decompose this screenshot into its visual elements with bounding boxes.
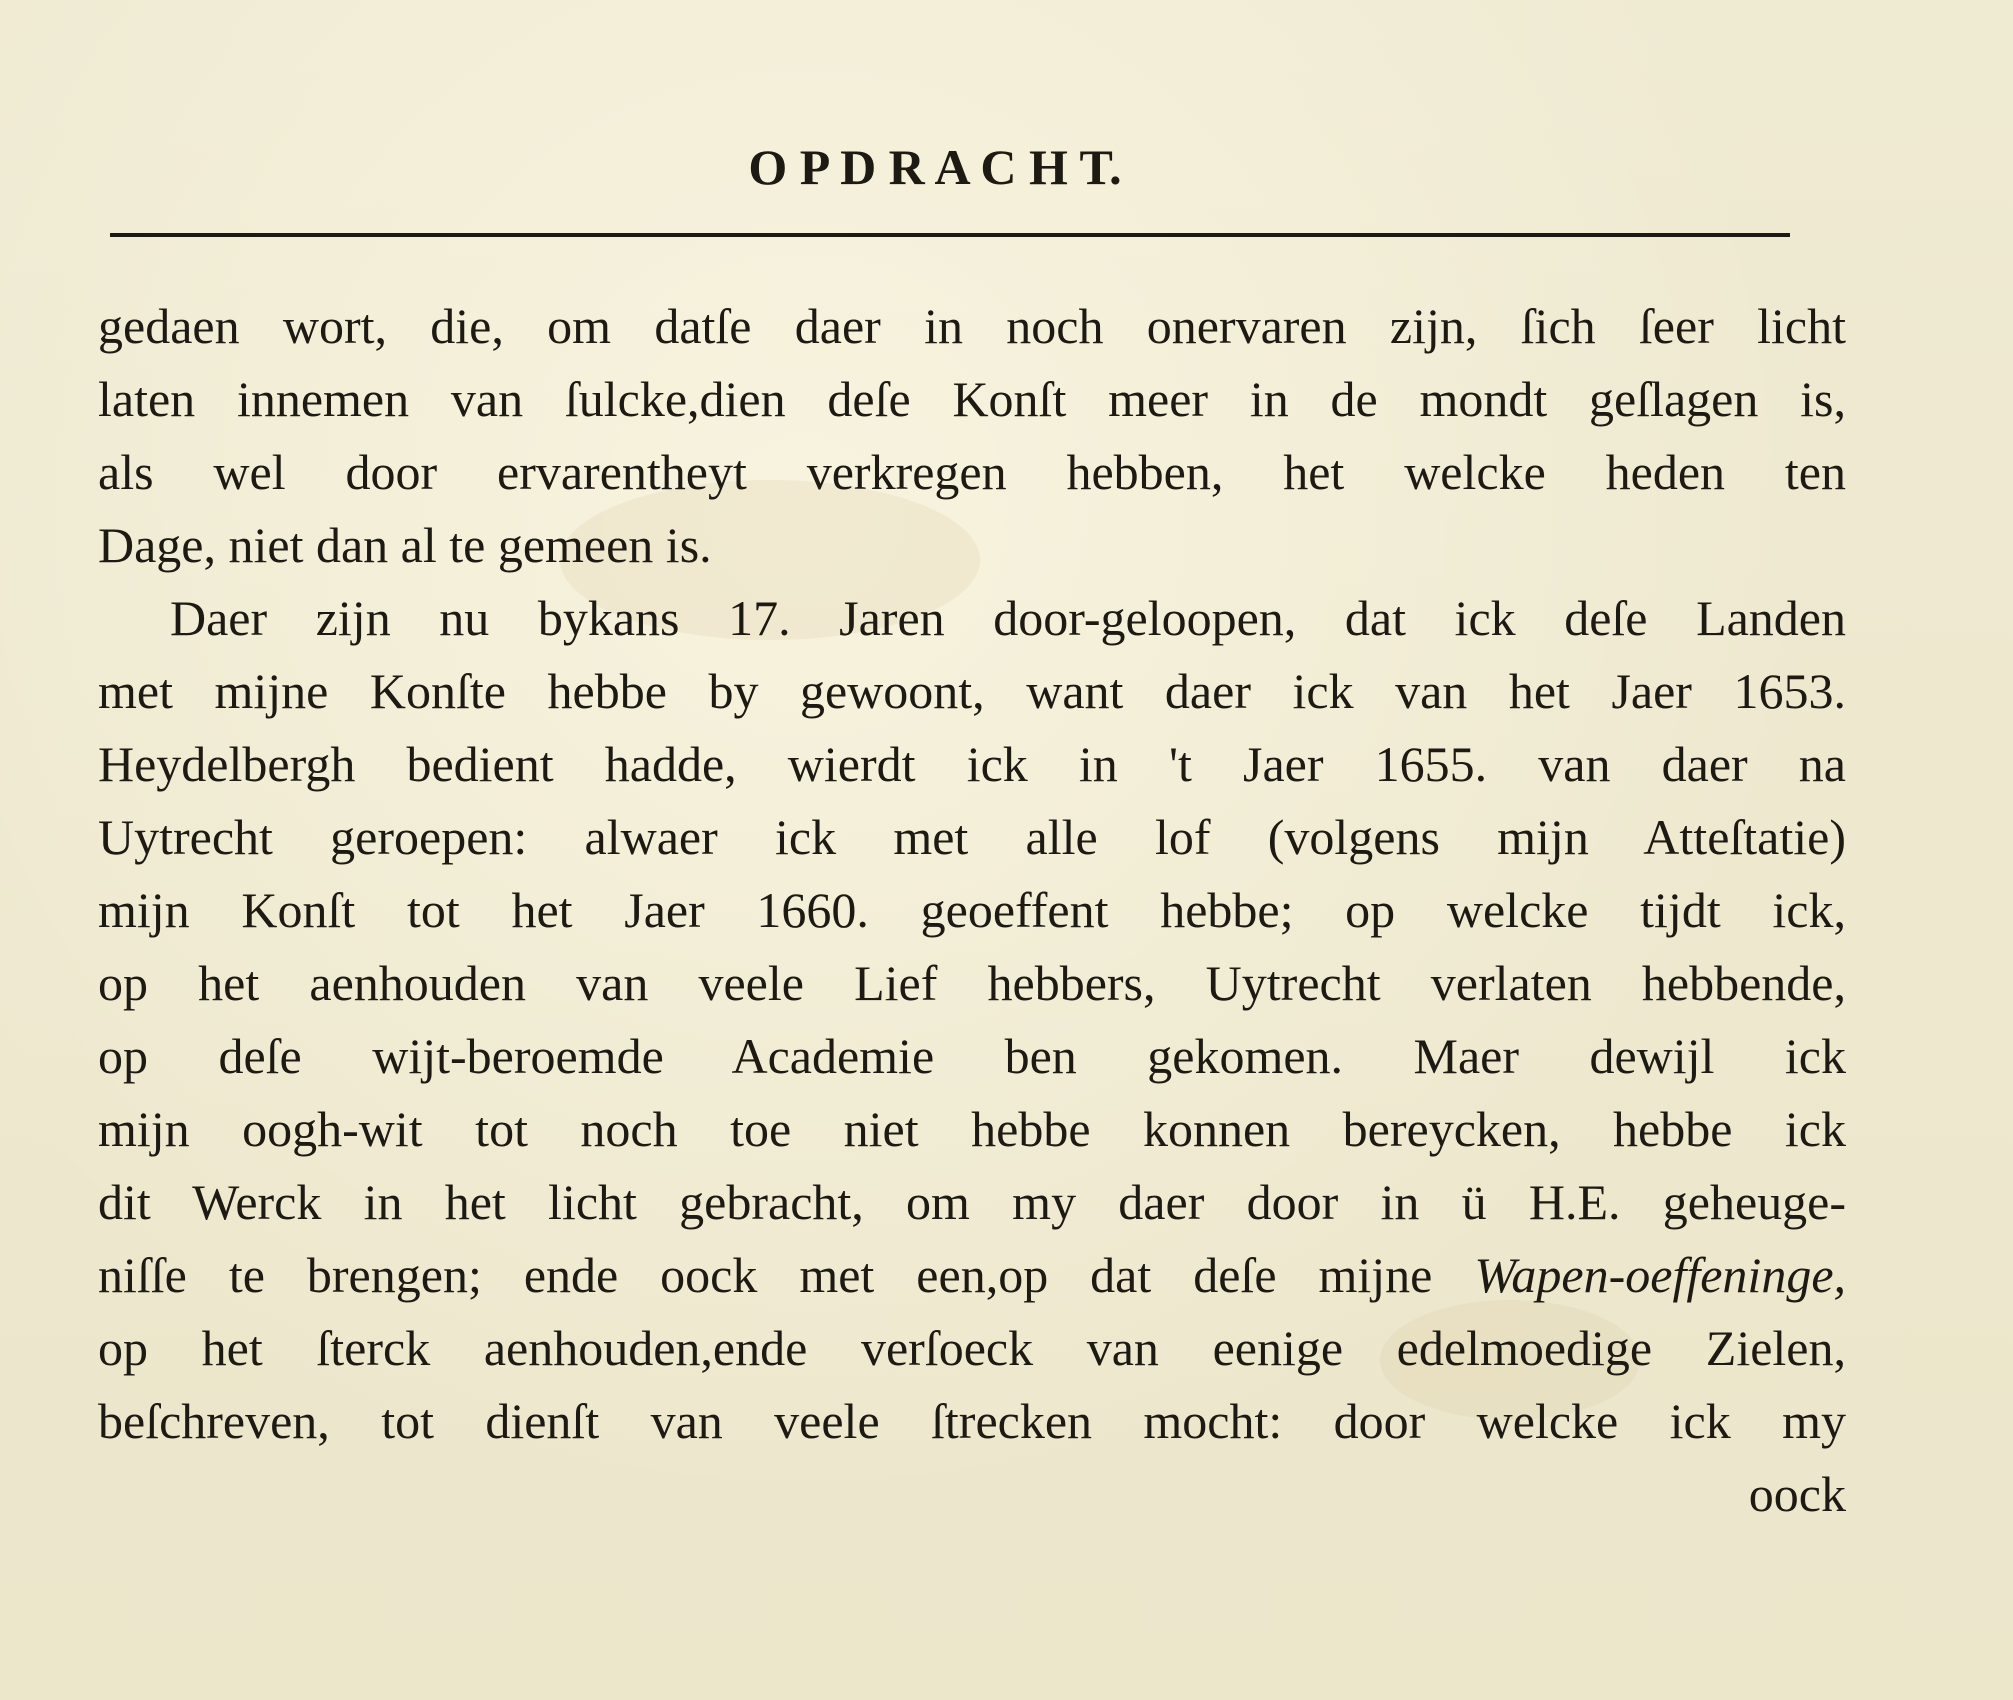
- header-rule: [110, 233, 1790, 237]
- text-line: op deſe wijt-beroemde Academie ben gekomen. Maer dewijl ick: [98, 1028, 1846, 1084]
- text-line: Uytrecht geroepen: alwaer ick met alle lof (volgens mijn Atteſtatie): [98, 809, 1846, 865]
- text-line-with-italic: [98, 1239, 1846, 1312]
- text-line: beſchreven, tot dienſt van veele ſtrecken mocht: door welcke ick my: [98, 1393, 1846, 1449]
- text-line: op het aenhouden van veele Lief hebbers, Uytrecht verlaten hebbende,: [98, 955, 1846, 1011]
- text-line: Daer zijn nu bykans 17. Jaren door-geloopen, dat ick deſe Landen: [170, 590, 1846, 646]
- text-line: mijn oogh-wit tot noch toe niet hebbe konnen bereycken, hebbe ick: [98, 1101, 1846, 1157]
- catchword: oock: [1748, 1466, 1846, 1522]
- text-line: Dage, niet dan al te gemeen is.: [98, 517, 712, 573]
- running-head: O P D R A C H T.: [748, 139, 1122, 195]
- text-line: op het ſterck aenhouden,ende verſoeck van eenige edelmoedige Zielen,: [98, 1320, 1846, 1376]
- text-line-start: niſſe te brengen; ende oock met een,op dat deſe mijne: [98, 1247, 1433, 1303]
- text-line: Heydelbergh bedient hadde, wierdt ick in 't Jaer 1655. van daer na: [98, 736, 1846, 792]
- text-line: gedaen wort, die, om datſe daer in noch onervaren zijn, ſich ſeer licht: [98, 298, 1846, 354]
- text-line: mijn Konſt tot het Jaer 1660. geoeffent hebbe; op welcke tijdt ick,: [98, 882, 1846, 938]
- text-line: laten innemen van ſulcke,dien deſe Konſt meer in de mondt geſlagen is,: [98, 371, 1846, 427]
- italic-phrase: Wapen-oeffeninge,: [1474, 1247, 1846, 1303]
- text-line: dit Werck in het licht gebracht, om my daer door in ü H.E. geheuge-: [98, 1174, 1846, 1230]
- text-line: als wel door ervarentheyt verkregen hebben, het welcke heden ten: [98, 444, 1846, 500]
- text-line: met mijne Konſte hebbe by gewoont, want daer ick van het Jaer 1653.: [98, 663, 1846, 719]
- body-text: [98, 290, 1846, 1531]
